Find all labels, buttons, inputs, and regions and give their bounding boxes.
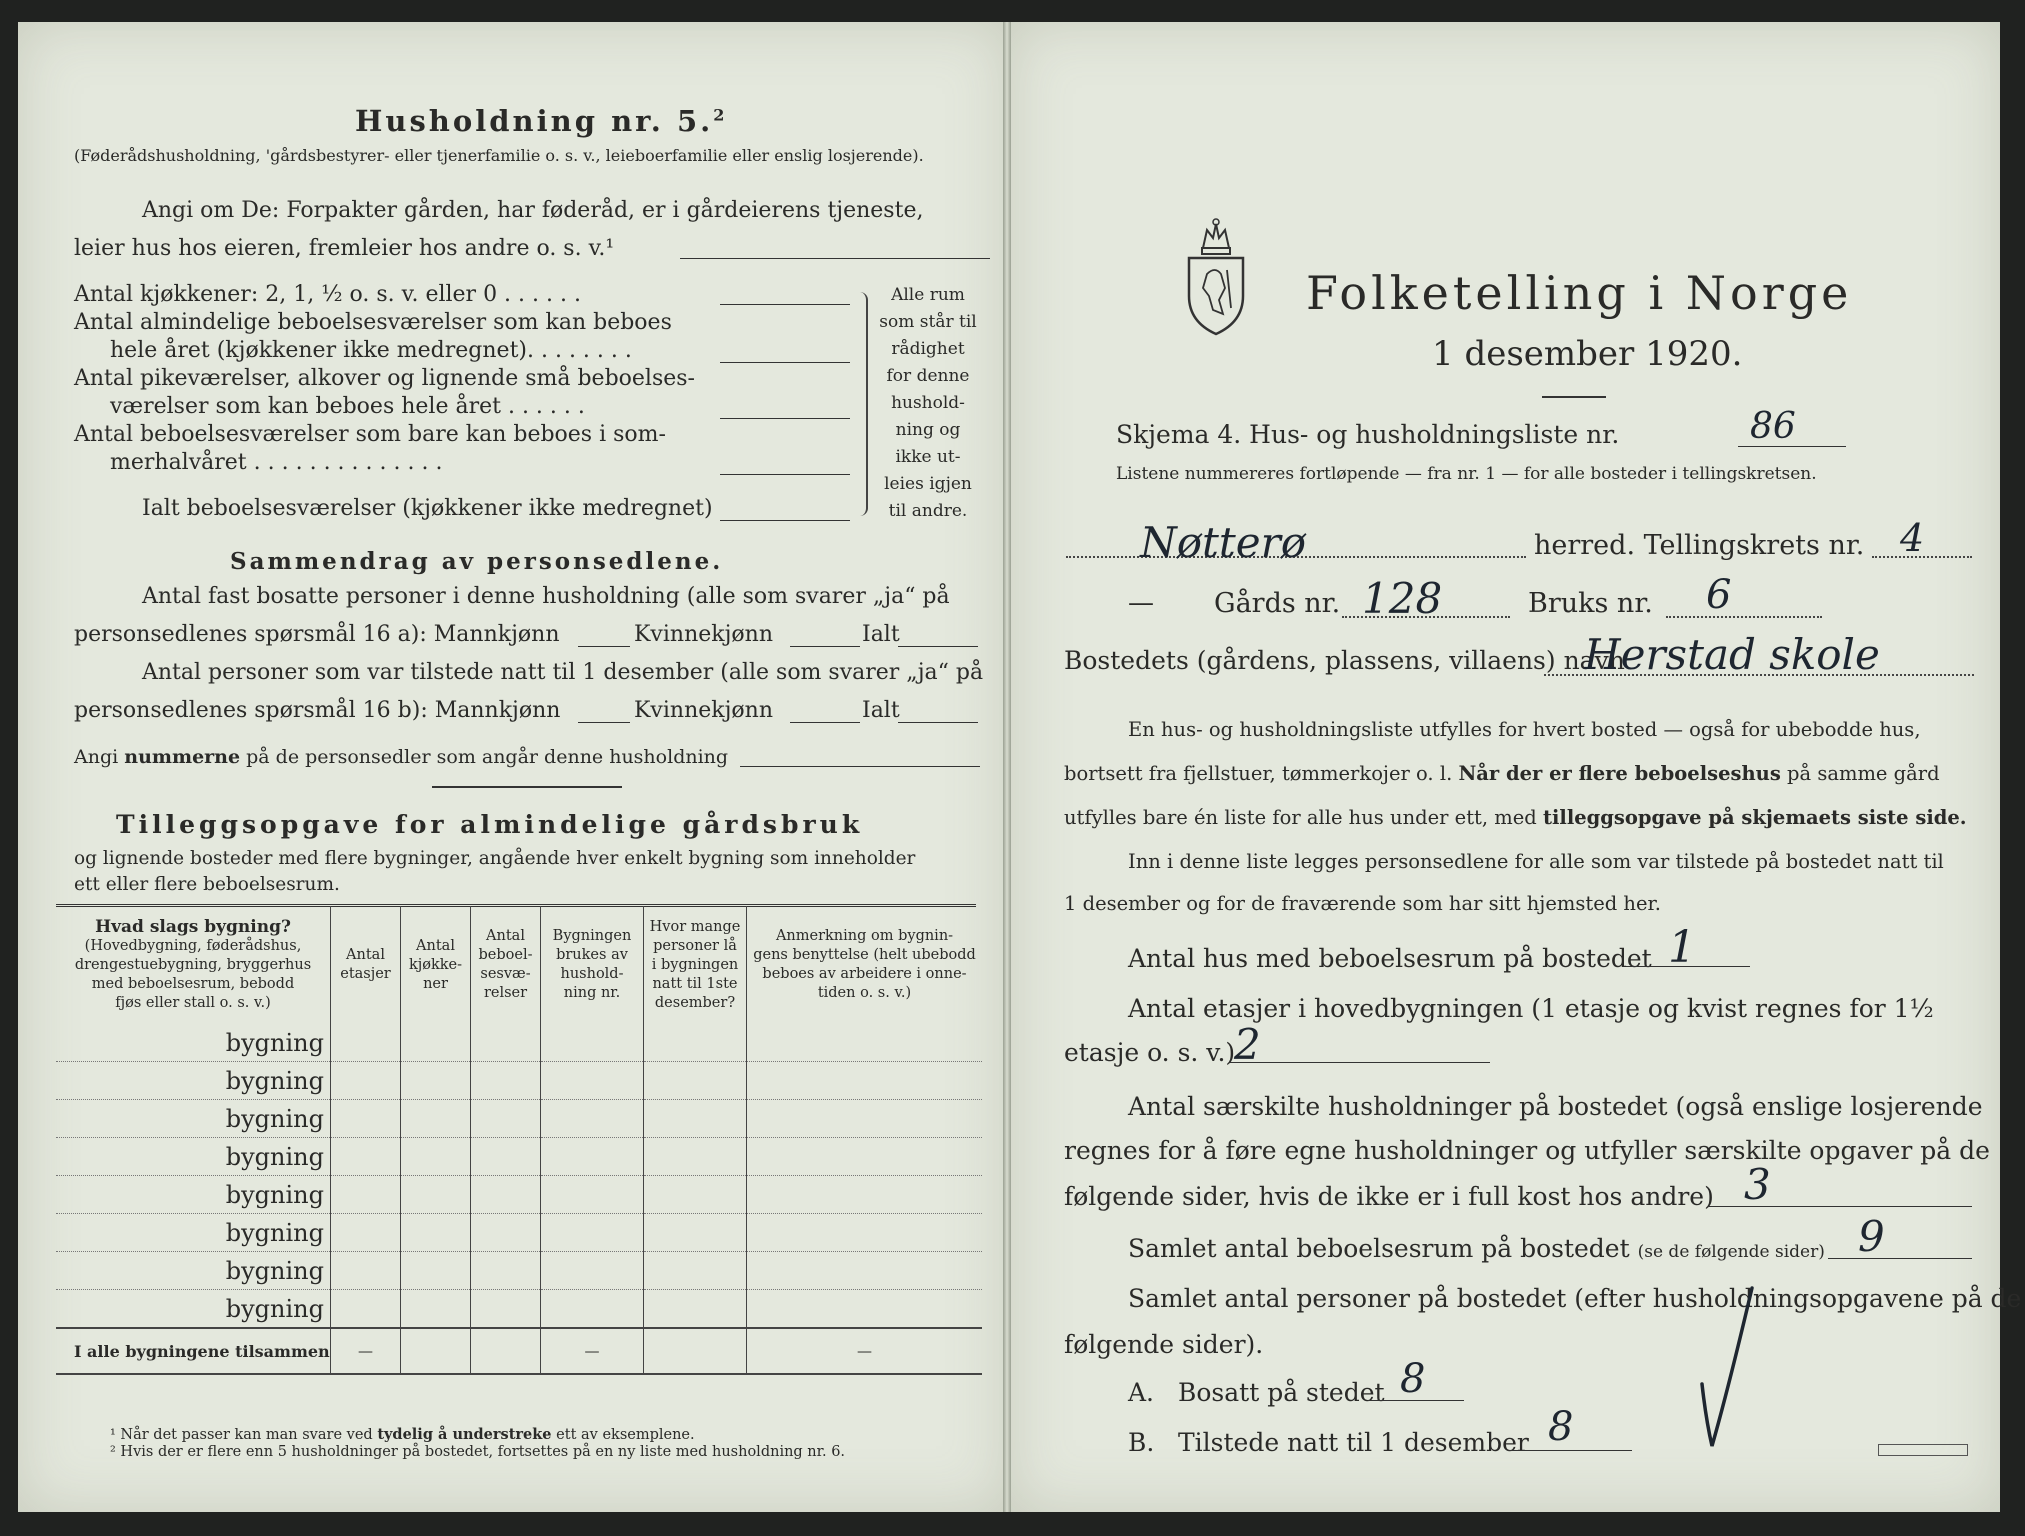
rooms-ordinary-1: Antal almindelige beboelsesværelser som kan beboes [74, 310, 672, 335]
row-cell [331, 1214, 401, 1252]
a-households: 3 [1744, 1160, 1771, 1209]
rooms-summer-2: merhalvåret . . . . . . . . . . . . . . [110, 450, 443, 475]
q-floors-1: Antal etasjer i hovedbygningen (1 etasje og kvist regnes for 1½ [1128, 994, 1934, 1023]
q-rooms: Samlet antal beboelsesrum på bostedet (se de følgende sider) [1128, 1234, 1825, 1263]
household-subtitle: (Føderådshusholdning, 'gårdsbestyrer- eller tjenerfamilie o. s. v., leieboerfamilie eller enslig losjerende). [74, 146, 924, 165]
row-cell [401, 1062, 471, 1100]
table-row [56, 1062, 982, 1100]
row-cell [471, 1176, 541, 1214]
row-cell [541, 1138, 644, 1176]
summary-ialt-1: Ialt [862, 622, 900, 647]
total-remarks: — [747, 1328, 983, 1374]
numbering-note: Listene nummereres fortløpende — fra nr. 1 — for alle bosteder i tellingskretsen. [1116, 464, 1817, 484]
answer-line-ialt-2 [898, 722, 978, 723]
row-building-label: bygning [56, 1252, 331, 1290]
b-value-line [1508, 1450, 1632, 1451]
gards-number: 128 [1362, 574, 1443, 623]
table-row [56, 1176, 982, 1214]
title-rule [1542, 396, 1606, 398]
a-label: A. [1128, 1378, 1155, 1407]
table-row [56, 1138, 982, 1176]
summary-ialt-2: Ialt [862, 698, 900, 723]
row-cell [331, 1176, 401, 1214]
divider-rule [432, 786, 622, 788]
summary-1b: personsedlenes spørsmål 16 a): Mannkjønn [74, 622, 560, 647]
b-value: 8 [1548, 1404, 1574, 1450]
footnote-1: ¹ Når det passer kan man svare ved tydelig å understreke ett av eksemplene. [110, 1426, 695, 1443]
row-cell [747, 1290, 983, 1329]
q-persons-1: Samlet antal personer på bostedet (efter husholdningsopgavene på de [1128, 1284, 2022, 1313]
th-rooms: Antal beboel- sesvæ- relser [471, 906, 541, 1024]
instruction-5: 1 desember og for de fraværende som har sitt hjemsted her. [1064, 892, 1661, 915]
row-cell [747, 1176, 983, 1214]
th-persons: Hvor mange personer lå i bygningen natt til 1ste desember? [644, 906, 747, 1024]
row-cell [747, 1062, 983, 1100]
a-value: 8 [1400, 1356, 1426, 1402]
question-intro-2: leier hus hos eieren, fremleier hos andre o. s. v.¹ [74, 236, 615, 261]
th-floors: Antal etasjer [331, 906, 401, 1024]
gards-label: Gårds nr. [1214, 588, 1341, 619]
b-label: B. [1128, 1428, 1155, 1457]
row-cell [331, 1290, 401, 1329]
row-building-label: bygning [56, 1176, 331, 1214]
a-rooms-line [1828, 1258, 1972, 1259]
row-cell [471, 1252, 541, 1290]
a-text: Bosatt på stedet [1178, 1378, 1385, 1407]
row-cell [747, 1024, 983, 1062]
bosted-value: Herstad skole [1584, 630, 1880, 679]
row-cell [331, 1062, 401, 1100]
supplement-sub-2: ett eller flere beboelsesrum. [74, 874, 340, 895]
bruks-label: Bruks nr. [1528, 588, 1653, 619]
row-cell [471, 1062, 541, 1100]
table-total-row [56, 1328, 982, 1374]
rooms-kitchens: Antal kjøkkener: 2, 1, ½ o. s. v. eller 0 . . . . . . [74, 282, 581, 307]
answer-line-ordinary [720, 362, 850, 363]
instruction-1: En hus- og husholdningsliste utfylles for hvert bosted — også for ubebodde hus, [1128, 718, 1921, 741]
row-cell [401, 1252, 471, 1290]
row-cell [644, 1176, 747, 1214]
row-cell [331, 1138, 401, 1176]
household-title: Husholdning nr. 5.$^2$ [355, 104, 728, 138]
row-cell [644, 1290, 747, 1329]
a-houses: 1 [1668, 922, 1696, 973]
q-households-3: følgende sider, hvis de ikke er i full kost hos andre) [1064, 1182, 1714, 1211]
total-floors: — [331, 1328, 401, 1374]
row-cell [747, 1252, 983, 1290]
instruction-3: utfylles bare én liste for alle hus under ett, med tilleggsopgave på skjemaets siste side. [1064, 806, 1967, 829]
summary-female-2: Kvinnekjønn [634, 698, 773, 723]
row-building-label: bygning [56, 1138, 331, 1176]
b-text: Tilstede natt til 1 desember [1178, 1428, 1529, 1457]
herred-value: Nøtterø [1140, 518, 1307, 567]
row-building-label: bygning [56, 1100, 331, 1138]
row-cell [331, 1252, 401, 1290]
row-cell [541, 1100, 644, 1138]
row-cell [541, 1252, 644, 1290]
a-floors: 2 [1234, 1020, 1261, 1069]
krets-number: 4 [1900, 516, 1925, 560]
summary-2a: Antal personer som var tilstede natt til 1 desember (alle som svarer „ja“ på [142, 660, 984, 685]
row-cell [471, 1100, 541, 1138]
row-cell [644, 1252, 747, 1290]
answer-line-male-2 [578, 722, 630, 723]
summary-female-1: Kvinnekjønn [634, 622, 773, 647]
summary-title: Sammendrag av personsedlene. [230, 548, 724, 575]
a-rooms: 9 [1858, 1212, 1885, 1261]
th-kitchens: Antal kjøkke- ner [401, 906, 471, 1024]
rooms-brace [860, 292, 868, 516]
schema-label: Skjema 4. Hus- og husholdningsliste nr. [1116, 420, 1620, 449]
printer-stamp [1878, 1444, 1968, 1456]
rooms-maid-2: værelser som kan beboes hele året . . . . . . [110, 394, 585, 419]
rooms-maid-1: Antal pikeværelser, alkover og lignende små beboelses- [74, 366, 695, 391]
row-cell [644, 1100, 747, 1138]
rooms-ordinary-2: hele året (kjøkkener ikke medregnet). . . . . . . . [110, 338, 632, 363]
bruks-line [1666, 616, 1822, 618]
row-cell [541, 1214, 644, 1252]
row-cell [401, 1024, 471, 1062]
numbers-note: Angi nummerne på de personsedler som angår denne husholdning [74, 746, 729, 768]
row-cell [747, 1138, 983, 1176]
bruks-number: 6 [1706, 572, 1732, 618]
table-row [56, 1024, 982, 1062]
table-row [56, 1100, 982, 1138]
question-intro-1: Angi om De: Forpakter gården, har føderåd, er i gårdeierens tjeneste, [142, 198, 924, 223]
row-cell [401, 1290, 471, 1329]
check-mark-icon [1688, 1280, 1758, 1460]
row-cell [471, 1024, 541, 1062]
row-building-label: bygning [56, 1062, 331, 1100]
row-cell [541, 1290, 644, 1329]
summary-1a: Antal fast bosatte personer i denne husholdning (alle som svarer „ja“ på [142, 584, 950, 609]
row-cell [331, 1024, 401, 1062]
row-cell [644, 1138, 747, 1176]
table-row [56, 1252, 982, 1290]
a-floors-line [1230, 1062, 1490, 1063]
row-cell [331, 1100, 401, 1138]
row-building-label: bygning [56, 1214, 331, 1252]
row-cell [747, 1214, 983, 1252]
rooms-total: Ialt beboelsesværelser (kjøkkener ikke medregnet) [142, 496, 713, 521]
total-household: — [541, 1328, 644, 1374]
answer-line-ialt-1 [898, 646, 978, 647]
row-cell [541, 1176, 644, 1214]
table-row [56, 1214, 982, 1252]
row-cell [401, 1214, 471, 1252]
supplement-title: Tilleggsopgave for almindelige gårdsbruk [116, 810, 864, 839]
total-kitchens [401, 1328, 471, 1374]
footnote-2: ² Hvis der er flere enn 5 husholdninger på bostedet, fortsettes på en ny liste med husholdning nr. 6. [110, 1444, 846, 1460]
answer-line-male-1 [578, 646, 630, 647]
row-building-label: bygning [56, 1024, 331, 1062]
total-rooms [471, 1328, 541, 1374]
answer-line-total [720, 520, 850, 521]
page-spine [1003, 22, 1011, 1512]
instruction-2: bortsett fra fjellstuer, tømmerkojer o. l. Når der er flere beboelseshus på samme gård [1064, 762, 1940, 785]
q-households-2: regnes for å føre egne husholdninger og utfyller særskilte opgaver på de [1064, 1136, 1990, 1165]
q-floors-2: etasje o. s. v.) [1064, 1038, 1236, 1067]
row-cell [471, 1290, 541, 1329]
row-cell [747, 1100, 983, 1138]
answer-line-kitchens [720, 304, 850, 305]
bosted-label: Bostedets (gårdens, plassens, villaens) navn [1064, 646, 1625, 675]
row-cell [401, 1176, 471, 1214]
answer-line-intro [680, 258, 990, 259]
row-cell [471, 1138, 541, 1176]
instruction-4: Inn i denne liste legges personsedlene for alle som var tilstede på bostedet natt til [1128, 850, 1944, 873]
total-persons [644, 1328, 747, 1374]
row-cell [644, 1062, 747, 1100]
rooms-note: Alle rum som står til rådighet for denne hushold- ning og ikke ut- leies igjen til andre. [879, 285, 977, 521]
dash-mark: — [1128, 588, 1154, 618]
answer-line-female-2 [790, 722, 860, 723]
answer-line-numbers [740, 766, 980, 767]
th-building-type: Hvad slags bygning? (Hovedbygning, føderådshus, drengestuebygning, bryggerhus med beboelsesrum, bebodd fjøs eller stall o. s. v.) [74, 916, 312, 1011]
census-title: Folketelling i Norge [1306, 266, 1853, 320]
table-row [56, 1290, 982, 1329]
q-households-1: Antal særskilte husholdninger på bostedet (også enslige losjerende [1128, 1092, 1983, 1121]
coat-of-arms-icon [1185, 218, 1247, 336]
schema-number: 86 [1750, 406, 1796, 447]
answer-line-female-1 [790, 646, 860, 647]
row-cell [644, 1024, 747, 1062]
row-cell [644, 1214, 747, 1252]
q-persons-2: følgende sider). [1064, 1330, 1264, 1359]
row-building-label: bygning [56, 1290, 331, 1329]
row-cell [401, 1100, 471, 1138]
herred-label: herred. Tellingskrets nr. [1534, 530, 1865, 561]
row-cell [471, 1214, 541, 1252]
q-houses: Antal hus med beboelsesrum på bostedet [1128, 944, 1652, 973]
th-household-no: Bygningen brukes av hushold- ning nr. [541, 906, 644, 1024]
supplement-sub-1: og lignende bosteder med flere bygninger, angående hver enkelt bygning som inneholder [74, 848, 916, 869]
answer-line-maid [720, 418, 850, 419]
summary-2b: personsedlenes spørsmål 16 b): Mannkjønn [74, 698, 561, 723]
buildings-table [56, 906, 982, 1375]
th-remarks: Anmerkning om bygnin- gens benyttelse (helt ubebodd beboes av arbeidere i onne- tiden o. s. v.) [747, 906, 983, 1024]
rooms-summer-1: Antal beboelsesværelser som bare kan beboes i som- [74, 422, 666, 447]
answer-line-summer [720, 474, 850, 475]
row-cell [541, 1024, 644, 1062]
row-cell [401, 1138, 471, 1176]
census-date: 1 desember 1920. [1432, 334, 1743, 374]
total-label: I alle bygningene tilsammen [56, 1328, 331, 1374]
row-cell [541, 1062, 644, 1100]
